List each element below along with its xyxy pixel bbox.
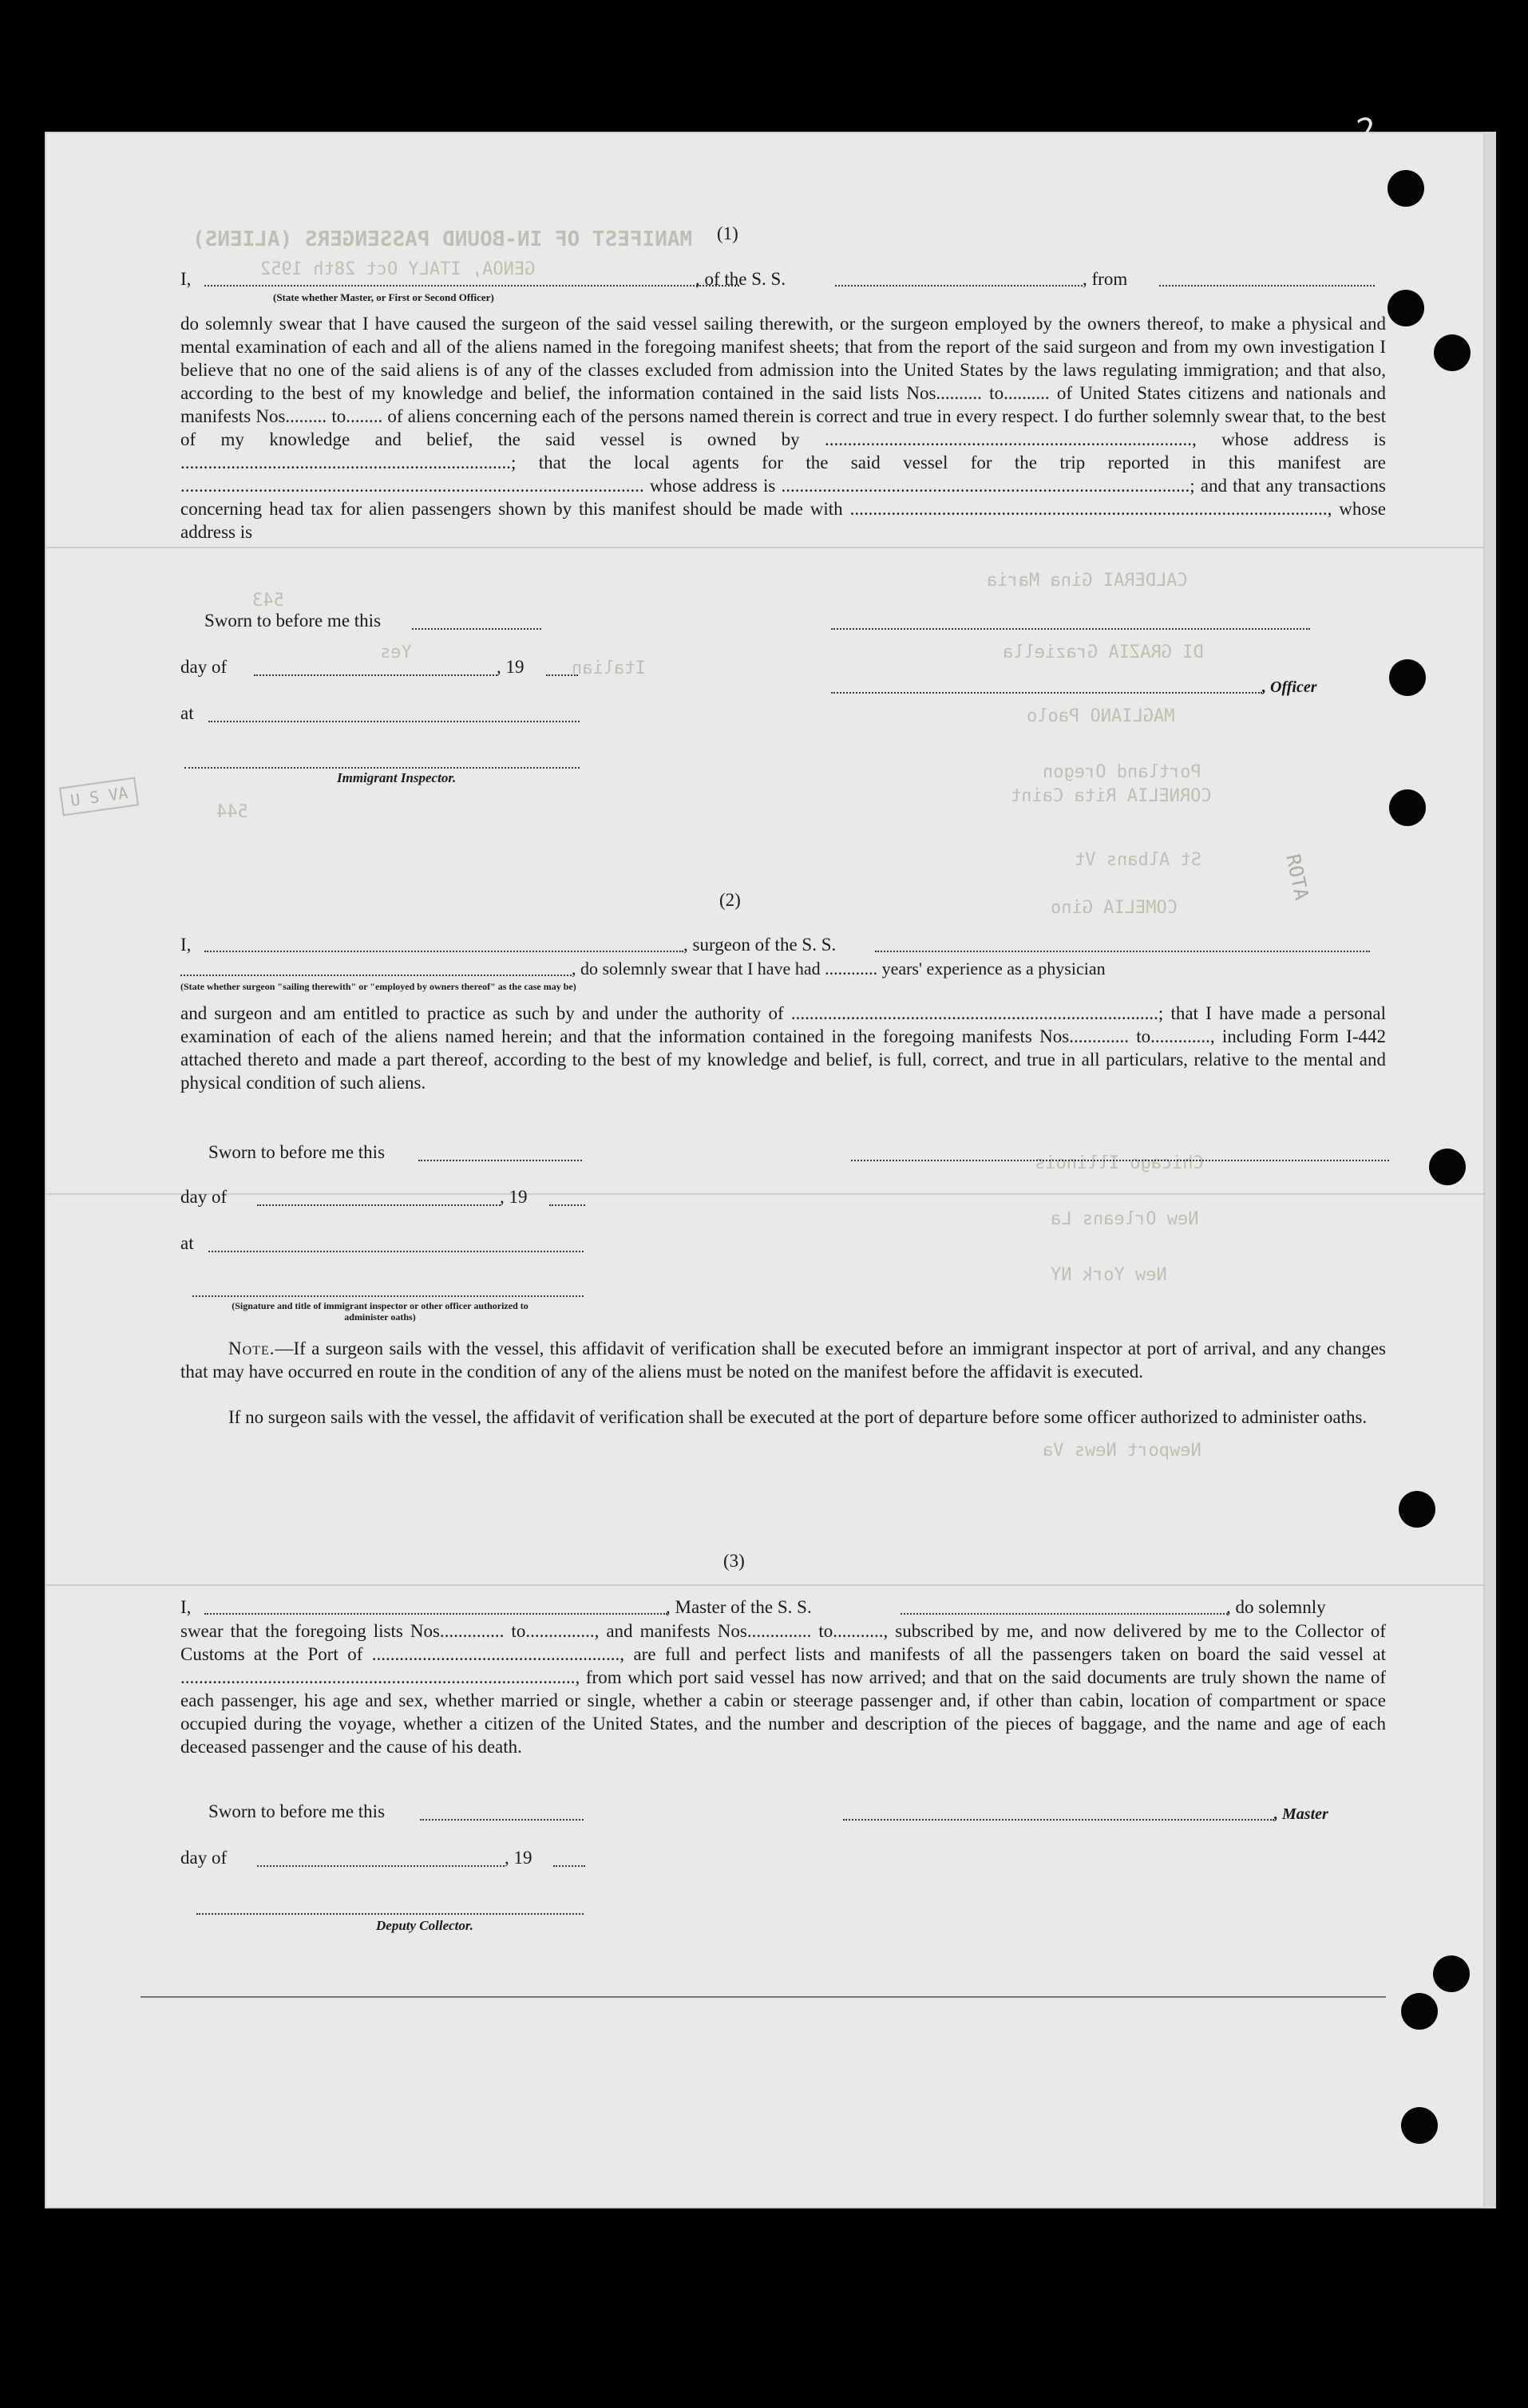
punch-hole (1389, 659, 1426, 696)
inspector-signature-line-2 (192, 1295, 584, 1297)
punch-hole (1387, 290, 1424, 326)
day-of-label-3: day of (180, 1848, 228, 1868)
officer-signature-line (831, 628, 1310, 630)
day-of-label-1: day of (180, 657, 228, 677)
bleed-through-name: MAGLIANO Paolo (1027, 706, 1175, 726)
officer-label: , Officer (1262, 678, 1317, 696)
section-2-experience: , do solemnly swear that I have had ............ years' experience as a physician (572, 959, 1106, 979)
right-margin-stamp: ROTA (1281, 852, 1313, 903)
ship-name-field (835, 285, 1083, 287)
surgeon-caption: (State whether surgeon "sailing therewith" or "employed by owners thereof" as the case may be) (180, 981, 576, 992)
bleed-through-number: 543 (252, 591, 284, 611)
section-1-i: I, (180, 269, 192, 289)
note-lead: Note. (228, 1338, 275, 1358)
punch-hole (1387, 170, 1424, 207)
left-margin-stamp: U S VA (59, 777, 139, 816)
section-2-body: and surgeon and am entitled to practice as such by and under the authority of ................................................................................; that I have made a personal examination of each of the aliens named herein; and that the information contained in the foregoing manifests Nos............. to............., including Form I-442 attached thereto and made a part thereof, according to the best of my knowledge and belief, is full, correct, and true in all particulars, relative to the mental and physical condition of such aliens. (180, 1003, 1386, 1093)
punch-hole (1433, 1955, 1470, 1992)
bleed-through-nationality: Italian (572, 658, 646, 678)
corner-page-mark: 2 (1353, 109, 1380, 149)
bleed-through-address: Chicago Illinois (1035, 1153, 1204, 1173)
note-paragraph-1 (180, 1337, 1386, 1383)
immigrant-inspector-label: Immigrant Inspector. (337, 770, 457, 785)
punch-hole (1401, 1993, 1438, 2030)
punch-hole (1401, 2107, 1438, 2144)
sworn-label-1: Sworn to before me this (204, 611, 382, 631)
punch-hole (1399, 1491, 1435, 1528)
section-3-body: swear that the foregoing lists Nos.............. to..............., and manifests Nos.............. to..........., subscribed by me, and now delivered by me to the Collector of Customs at the Port of ......................................................, are full and perfect lists and manifests of all the passengers taken on board the said vessel at ......................................................................................, from which port said vessel has now arrived; and that on the said documents are truly shown the name of each passenger, his age and sex, whether married or single, whether a cabin or steerage passenger and, if other than cabin, location of compartment or space occupied during the voyage, whether a citizen of the United States, and the number and description of the pieces of baggage, and the name and age of each deceased passenger and the cause of his death. (180, 1621, 1386, 1757)
bleed-through-name: DI GRAZIA Graziella (1003, 643, 1204, 662)
master-signature-line (843, 1819, 1274, 1821)
bleed-through-address: New York NY (1051, 1265, 1167, 1285)
section-1-body: do solemnly swear that I have caused the surgeon of the said vessel sailing therewith, or the surgeon employed by the owners thereof, to make a physical and mental examination of each and all of the aliens named in the foregoing manifest sheets; that from the report of the said surgeon and from my own investigation I believe that no one of the said aliens is of any of the classes excluded from admission into the United States by the laws regulating immigration; and that also, according to the best of my knowledge and belief, the information contained in the said lists Nos.......... to.......... of United States citizens and nationals and manifests Nos......... to........ of aliens concerning each of the persons named therein is correct and true in every respect. I do further solemnly swear that, to the best of my knowledge and belief, the said vessel is owned by ................................................................................, whose address is ........................................................................; that the local agents for the said vessel for the trip reported in this manifest are ..................................................................................................... whose address is .........................................................................................; and that any transactions concerning head tax for alien passengers shown by this manifest should be made with ........................................................................................................, whose address is (180, 314, 1386, 542)
bleed-through-heading: MANIFEST OF IN-BOUND PASSENGERS (ALIENS) (192, 227, 693, 251)
officer-name-field (204, 285, 739, 287)
deputy-signature-line (196, 1913, 584, 1915)
section-3-i: I, (180, 1597, 192, 1617)
sworn-label-3: Sworn to before me this (208, 1801, 386, 1821)
note-paragraph-2: If no surgeon sails with the vessel, the affidavit of verification shall be executed at the port of departure before some officer authorized to administer oaths. (228, 1407, 1368, 1427)
master-label: , Master (1274, 1805, 1328, 1823)
section-2-surgeon-of-ss: , surgeon of the S. S. (683, 935, 837, 955)
bleed-through-name: CALDERAI Gina Maria (987, 571, 1188, 591)
surgeon-signature-line (851, 1160, 1389, 1161)
section-3-do-solemnly: , do solemnly (1226, 1597, 1326, 1617)
year-label-2: , 19 (500, 1187, 528, 1207)
inspector-signature-line-1 (184, 767, 580, 769)
year-label-3: , 19 (505, 1848, 532, 1868)
bleed-through-yes: Yes (380, 643, 412, 662)
punch-hole (1429, 1149, 1466, 1185)
at-label-2: at (180, 1233, 194, 1253)
bleed-through-address: Newport News Va (1043, 1441, 1201, 1461)
section-3-master-of-ss: , Master of the S. S. (666, 1597, 812, 1617)
signature-caption: (Signature and title of immigrant inspector or other officer authorized to administer oaths) (232, 1300, 528, 1323)
at-label-1: at (180, 703, 194, 723)
bleed-through-name: COMELIA Gino (1051, 898, 1178, 918)
note-text-1: —If a surgeon sails with the vessel, this affidavit of verification shall be executed before an immigrant inspector at port of arrival, and any changes that may have occurred en route in the condition of any of the aliens must be noted on the manifest before the affidavit is executed. (180, 1338, 1386, 1382)
section-2-i: I, (180, 935, 192, 955)
sworn-label-2: Sworn to before me this (208, 1142, 386, 1162)
section-1-from: , from (1083, 269, 1128, 289)
bleed-through-address: New Orleans La (1051, 1209, 1199, 1229)
punch-hole (1389, 789, 1426, 826)
bleed-through-number: 544 (216, 802, 248, 822)
bleed-through-address: Portland Oregon (1043, 762, 1201, 782)
officer-caption: (State whether Master, or First or Second Officer) (273, 291, 494, 303)
bleed-through-address: St Albans Vt (1075, 850, 1201, 870)
bottom-rule (141, 1996, 1386, 1998)
manifest-page (45, 132, 1485, 2208)
deputy-collector-label: Deputy Collector. (376, 1918, 473, 1933)
section-2-number: (2) (719, 890, 741, 910)
from-port-field (1159, 285, 1375, 287)
bleed-through-name: CORNELIA Rita Caint (1011, 786, 1212, 806)
section-1-number: (1) (717, 223, 738, 243)
year-label-1: , 19 (497, 657, 525, 677)
section-3-number: (3) (723, 1551, 745, 1571)
punch-hole (1434, 334, 1471, 371)
day-of-label-2: day of (180, 1187, 228, 1207)
bleed-through-port: GENOA, ITALY Oct 28th 1952 (260, 259, 536, 279)
section-1-of-ss: , of the S. S. (695, 269, 786, 289)
scan-edge (1485, 132, 1496, 2208)
